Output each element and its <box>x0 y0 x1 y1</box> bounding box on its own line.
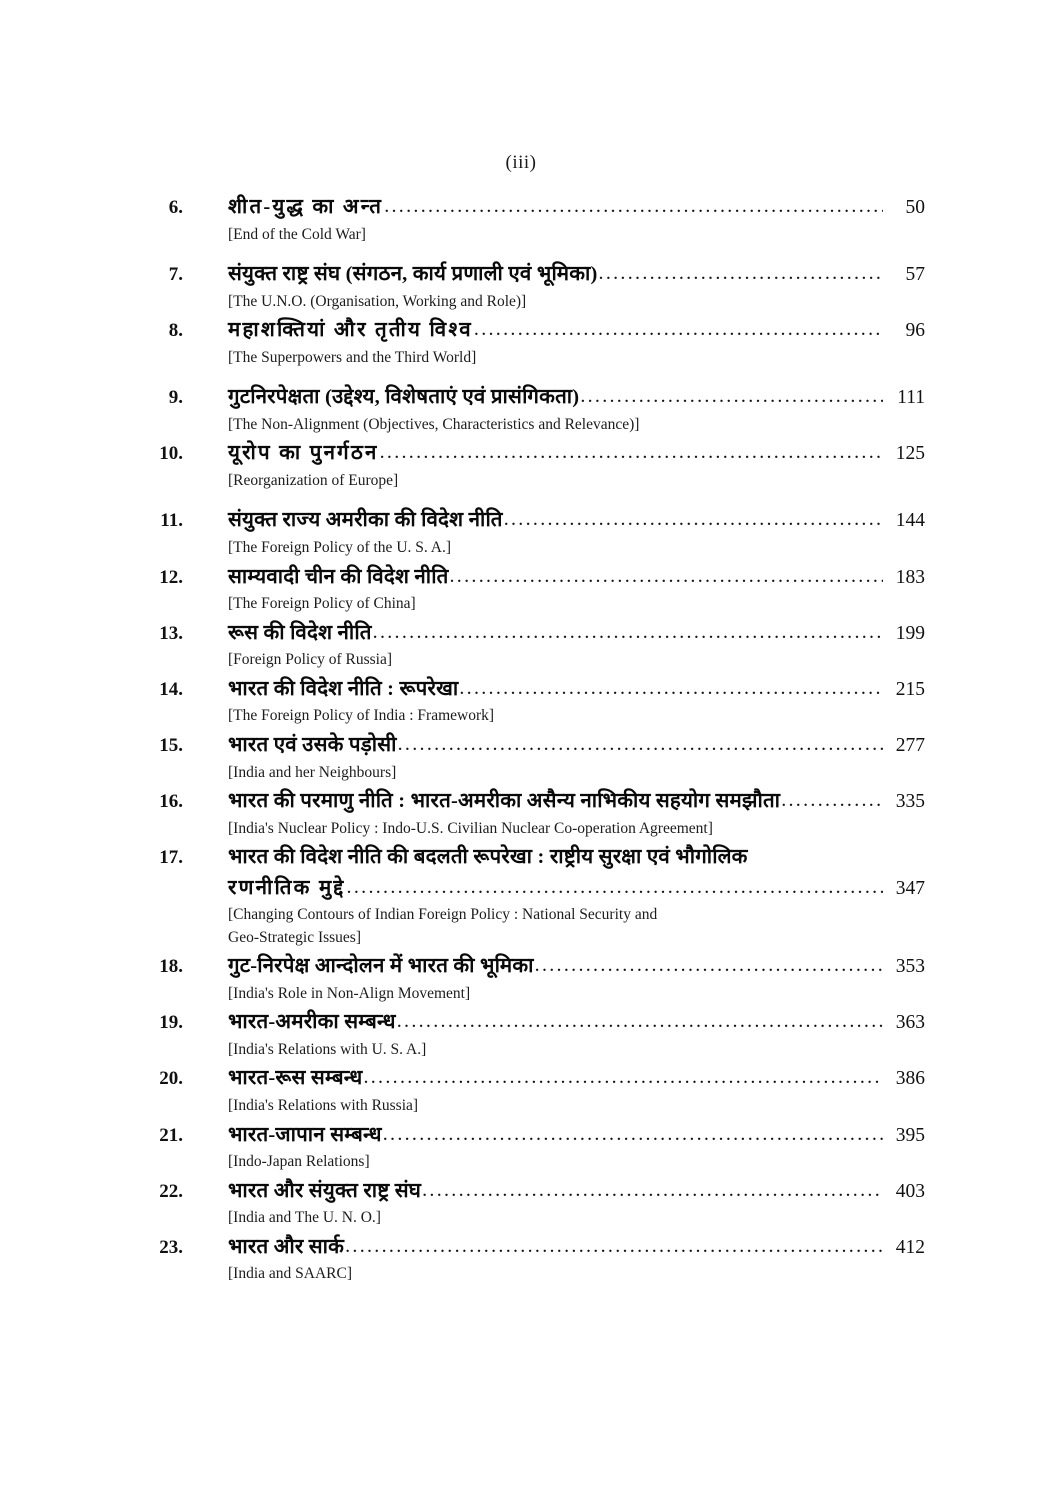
toc-entry[interactable] <box>135 731 925 783</box>
toc-title-english: [The Superpowers and the Third World] <box>228 348 477 366</box>
toc-title-line <box>228 383 925 413</box>
toc-entry-body <box>183 1064 925 1116</box>
toc-entry-body <box>183 787 925 839</box>
toc-page-number: 57 <box>905 264 925 286</box>
toc-entry-row <box>135 383 925 435</box>
toc-entry[interactable] <box>135 563 925 615</box>
toc-entry[interactable] <box>135 1233 925 1285</box>
toc-entry-body <box>183 439 925 491</box>
toc-title-english-line2: Geo-Strategic Issues] <box>228 928 361 946</box>
toc-entry-body <box>183 843 925 948</box>
toc-page-number: 125 <box>895 443 925 465</box>
toc-entry-number: 14. <box>159 678 183 700</box>
dot-leader <box>504 508 883 531</box>
table-of-contents <box>135 193 925 1289</box>
toc-title-line <box>228 731 925 761</box>
toc-page-number: 215 <box>895 678 925 700</box>
toc-title-english: [The Foreign Policy of China] <box>228 595 416 613</box>
toc-page-number: 335 <box>895 790 925 812</box>
dot-leader <box>580 385 883 408</box>
toc-entry-body <box>183 1233 925 1285</box>
toc-title-english: [The Non-Alignment (Objectives, Characteristics and Relevance)] <box>228 416 640 433</box>
toc-page-number: 412 <box>895 1236 925 1258</box>
dot-leader <box>383 1123 883 1146</box>
toc-page-number: 386 <box>895 1068 925 1090</box>
dot-leader <box>347 876 883 899</box>
toc-title-line <box>228 675 925 705</box>
toc-entry-body <box>183 316 925 368</box>
toc-entry-body <box>183 1008 925 1060</box>
toc-entry-number: 16. <box>159 790 183 812</box>
toc-title-english: [India and The U. N. O.] <box>228 1209 381 1227</box>
toc-entry-row <box>135 1121 925 1173</box>
toc-entry-number: 15. <box>159 734 183 756</box>
toc-entry-body <box>183 193 925 245</box>
toc-title-hindi: भारत और संयुक्त राष्ट्र संघ <box>228 1179 422 1202</box>
toc-title-hindi-line2: रणनीतिक मुद्दे <box>228 876 346 899</box>
toc-title-english: [India and SAARC] <box>228 1265 352 1283</box>
toc-entry-number: 11. <box>160 510 183 532</box>
toc-entry-row <box>135 1177 925 1229</box>
toc-title-hindi: गुट-निरपेक्ष आन्दोलन में भारत की भूमिका <box>228 955 534 978</box>
toc-title-english: [The U.N.O. (Organisation, Working and Role)] <box>228 292 527 310</box>
toc-title-line-continued <box>228 874 925 904</box>
toc-title-english: [India's Relations with Russia] <box>228 1097 419 1115</box>
toc-entry-row <box>135 563 925 615</box>
toc-title-line <box>228 619 925 649</box>
toc-title-line <box>228 1064 925 1094</box>
toc-entry[interactable] <box>135 1121 925 1173</box>
toc-entry-number: 8. <box>168 320 183 342</box>
toc-page-number: 50 <box>905 197 925 218</box>
toc-entry-body <box>183 675 925 727</box>
toc-title-line <box>228 563 925 593</box>
toc-title-hindi: भारत-रूस सम्बन्ध <box>228 1067 363 1090</box>
toc-title-english: [End of the Cold War] <box>228 225 366 243</box>
toc-page-number: 199 <box>895 622 925 644</box>
toc-title-line <box>228 439 925 469</box>
toc-title-english: [India's Nuclear Policy : Indo-U.S. Civilian Nuclear Co-operation Agreement] <box>228 819 713 837</box>
toc-entry-number: 13. <box>159 622 183 644</box>
toc-title-hindi: गुटनिरपेक्षता (उद्देश्य, विशेषताएं एवं प्रासंगिकता) <box>228 386 580 409</box>
toc-page-number: 277 <box>895 734 925 756</box>
toc-title-hindi: भारत एवं उसके पड़ोसी <box>228 733 397 756</box>
toc-entry[interactable] <box>135 506 925 558</box>
toc-title-line <box>228 260 925 290</box>
toc-title-hindi: भारत की परमाणु नीति : भारत-अमरीका असैन्य नाभिकीय सहयोग समझौता <box>228 789 781 812</box>
toc-entry-row <box>135 193 925 245</box>
toc-title-hindi: महाशक्तियां और तृतीय विश्व <box>228 319 473 342</box>
toc-entry-number: 6. <box>168 197 183 218</box>
toc-entry-number: 9. <box>168 387 183 409</box>
dot-leader <box>781 789 883 812</box>
toc-entry-body <box>183 619 925 671</box>
toc-entry[interactable] <box>135 316 925 368</box>
toc-entry-number: 22. <box>159 1180 183 1202</box>
toc-entry-row <box>135 731 925 783</box>
toc-page-number: 347 <box>895 877 925 899</box>
dot-leader <box>397 1010 883 1033</box>
toc-title-english: [Foreign Policy of Russia] <box>228 651 393 669</box>
toc-page-number: 363 <box>895 1012 925 1034</box>
toc-entry[interactable] <box>135 619 925 671</box>
toc-entry[interactable] <box>135 843 925 948</box>
toc-title-hindi: भारत की विदेश नीति : रूपरेखा <box>228 677 459 700</box>
toc-title-hindi: भारत-अमरीका सम्बन्ध <box>228 1011 396 1034</box>
toc-entry-row <box>135 619 925 671</box>
toc-title-line <box>228 506 925 536</box>
toc-page-number: 183 <box>895 566 925 588</box>
toc-page-number: 144 <box>895 510 925 532</box>
toc-title-line <box>228 952 925 982</box>
toc-title-hindi: यूरोप का पुनर्गठन <box>228 442 379 465</box>
dot-leader <box>599 262 883 285</box>
toc-entry[interactable] <box>135 383 925 435</box>
toc-entry[interactable] <box>135 787 925 839</box>
toc-title-line <box>228 1008 925 1038</box>
toc-entry-row <box>135 316 925 368</box>
toc-entry-row <box>135 843 925 948</box>
dot-leader <box>450 565 884 588</box>
dot-leader <box>380 441 883 464</box>
toc-title-hindi: शीत-युद्ध का अन्त <box>228 196 384 218</box>
toc-title-english: [Reorganization of Europe] <box>228 472 399 490</box>
toc-entry-body <box>183 506 925 558</box>
toc-entry-row <box>135 1008 925 1060</box>
dot-leader <box>459 677 883 700</box>
toc-entry-body <box>183 1121 925 1173</box>
toc-entry[interactable] <box>135 260 925 312</box>
dot-leader <box>373 621 883 644</box>
toc-title-english: [The Foreign Policy of the U. S. A.] <box>228 539 452 557</box>
toc-entry-row <box>135 675 925 727</box>
toc-entry-row <box>135 952 925 1004</box>
toc-title-english: [The Foreign Policy of India : Framework] <box>228 707 495 725</box>
toc-page-number: 111 <box>897 387 925 409</box>
toc-entry-body <box>183 563 925 615</box>
toc-title-hindi: संयुक्त राज्य अमरीका की विदेश नीति <box>228 509 503 532</box>
toc-title-hindi: भारत की विदेश नीति की बदलती रूपरेखा : राष्ट्रीय सुरक्षा एवं भौगोलिक <box>228 846 748 869</box>
dot-leader <box>384 195 883 218</box>
toc-title-hindi: रूस की विदेश नीति <box>228 621 372 644</box>
toc-title-line <box>228 316 925 346</box>
toc-title-hindi: संयुक्त राष्ट्र संघ (संगठन, कार्य प्रणाली एवं भूमिका) <box>228 263 598 286</box>
dot-leader <box>422 1179 883 1202</box>
toc-title-english: [India and her Neighbours] <box>228 763 397 781</box>
toc-page-number: 96 <box>905 320 925 342</box>
toc-entry-row <box>135 439 925 491</box>
toc-title-english: [Indo-Japan Relations] <box>228 1153 370 1171</box>
toc-title-english: [India's Relations with U. S. A.] <box>228 1041 427 1059</box>
toc-entry-number: 17. <box>159 847 183 869</box>
toc-page-number: 395 <box>895 1124 925 1146</box>
toc-entry[interactable] <box>135 952 925 1004</box>
toc-title-english: [India's Role in Non-Align Movement] <box>228 984 471 1002</box>
toc-entry-number: 20. <box>159 1068 183 1090</box>
dot-leader <box>535 954 883 977</box>
toc-entry-row <box>135 1233 925 1285</box>
toc-title-line <box>228 1233 925 1263</box>
toc-entry-body <box>183 952 925 1004</box>
toc-page-number: 403 <box>895 1180 925 1202</box>
toc-title-hindi: भारत और सार्क <box>228 1235 345 1258</box>
dot-leader <box>398 733 883 756</box>
dot-leader <box>345 1235 883 1258</box>
toc-title-hindi: भारत-जापान सम्बन्ध <box>228 1123 382 1146</box>
toc-page-number: 353 <box>895 956 925 978</box>
toc-title-line <box>228 1177 925 1207</box>
toc-entry-number: 19. <box>159 1012 183 1034</box>
toc-title-line <box>228 1121 925 1151</box>
toc-entry[interactable] <box>135 439 925 491</box>
toc-entry[interactable] <box>135 1177 925 1229</box>
dot-leader <box>474 318 883 341</box>
toc-entry-body <box>183 383 925 435</box>
toc-entry[interactable] <box>135 1008 925 1060</box>
toc-title-english: [Changing Contours of Indian Foreign Policy : National Security and <box>228 906 658 924</box>
toc-title-line <box>228 843 925 873</box>
toc-entry-number: 12. <box>159 566 183 588</box>
toc-entry-number: 23. <box>159 1236 183 1258</box>
toc-title-hindi: साम्यवादी चीन की विदेश नीति <box>228 565 449 588</box>
toc-entry-body <box>183 1177 925 1229</box>
toc-entry-number: 10. <box>159 443 183 465</box>
toc-entry-body <box>183 731 925 783</box>
toc-entry[interactable] <box>135 193 925 245</box>
toc-entry-number: 18. <box>159 956 183 978</box>
toc-entry[interactable] <box>135 1064 925 1116</box>
toc-entry-row <box>135 260 925 312</box>
toc-entry[interactable] <box>135 675 925 727</box>
toc-entry-row <box>135 506 925 558</box>
toc-entry-body <box>183 260 925 312</box>
toc-entry-row <box>135 787 925 839</box>
toc-entry-number: 7. <box>168 264 183 286</box>
page-folio: (iii) <box>505 152 537 173</box>
dot-leader <box>363 1066 883 1089</box>
toc-entry-row <box>135 1064 925 1116</box>
toc-title-line <box>228 787 925 817</box>
toc-title-line <box>228 193 925 223</box>
toc-entry-number: 21. <box>159 1124 183 1146</box>
